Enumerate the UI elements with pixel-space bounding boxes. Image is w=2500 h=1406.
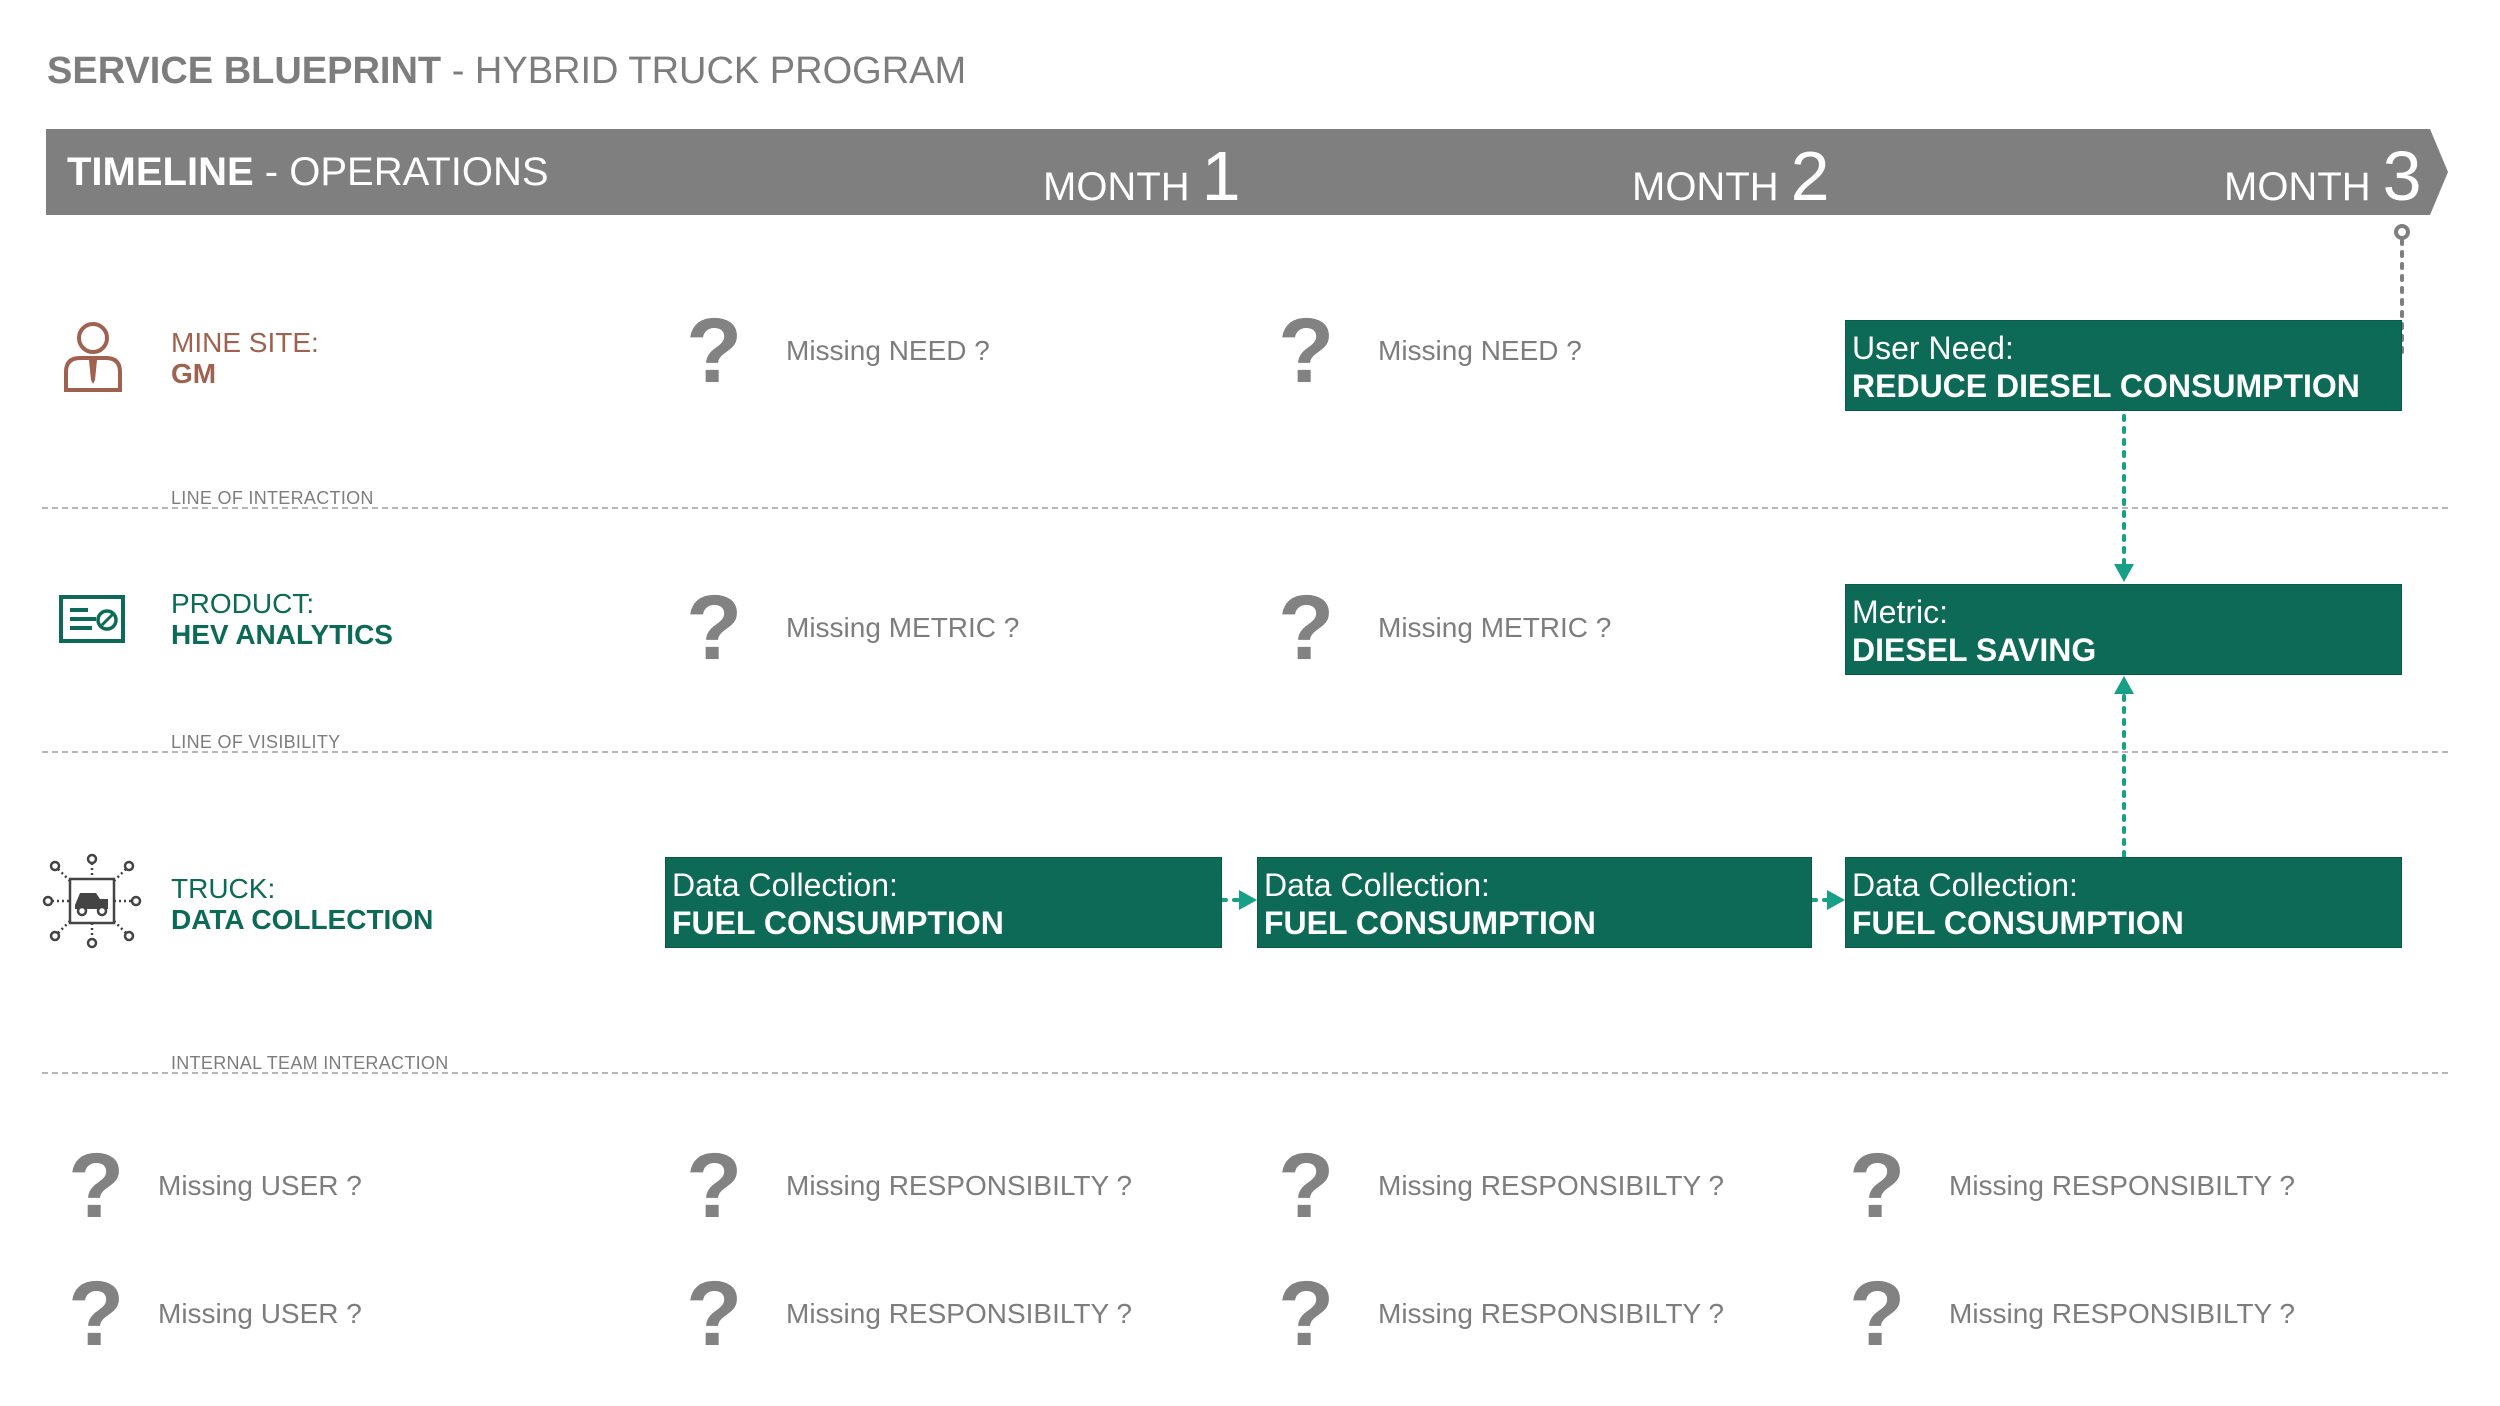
question-mark-icon: ? (1849, 1135, 1906, 1237)
month-3-label: MONTH 3 (2224, 137, 2422, 215)
person-icon (62, 320, 124, 392)
line-of-visibility-label: LINE OF VISIBILITY (171, 732, 341, 752)
month3-arrowhead (1827, 890, 1845, 910)
question-mark-icon: ? (686, 577, 743, 679)
user-need-card-label: User Need: (1852, 330, 2014, 366)
mine-site-actor (171, 328, 319, 390)
missing-user-1: Missing USER ? (158, 1170, 362, 1201)
missing-need-month-1: Missing NEED ? (786, 335, 990, 366)
missing-need-month-2: Missing NEED ? (1378, 335, 1582, 366)
missing-metric-month-2: Missing METRIC ? (1378, 612, 1612, 643)
product-name: HEV ANALYTICS (171, 618, 393, 650)
missing-metric-month-1: Missing METRIC ? (786, 612, 1020, 643)
data-collection-label: Data Collection: (672, 867, 898, 903)
product-label: PRODUCT: (171, 588, 315, 619)
question-mark-icon: ? (68, 1263, 125, 1365)
data-collection-card-month-3[interactable] (1845, 857, 2402, 948)
missing-responsibility-month-3-row-1: Missing RESPONSIBILTY ? (1949, 1170, 2295, 1201)
missing-responsibility-month-2-row-1: Missing RESPONSIBILTY ? (1378, 1170, 1724, 1201)
data-collection-label: Data Collection: (1852, 867, 2078, 903)
missing-responsibility-month-1-row-1: Missing RESPONSIBILTY ? (786, 1170, 1132, 1201)
metric-card[interactable] (1845, 584, 2402, 675)
analytics-card-icon (58, 594, 126, 644)
question-mark-icon: ? (686, 300, 743, 402)
data-collection-card-month-1[interactable] (665, 857, 1222, 948)
month2-arrowhead (1239, 890, 1257, 910)
missing-user-2: Missing USER ? (158, 1298, 362, 1329)
question-mark-icon: ? (686, 1135, 743, 1237)
metric-arrowhead-up (2114, 676, 2134, 694)
line-of-interaction-label: LINE OF INTERACTION (171, 488, 374, 508)
metric-card-label: Metric: (1852, 594, 1948, 630)
mine-site-role: GM (171, 357, 217, 389)
question-mark-icon: ? (1849, 1263, 1906, 1365)
question-mark-icon: ? (1278, 300, 1335, 402)
timeline-marker-dot (2396, 226, 2408, 238)
question-mark-icon: ? (1278, 1135, 1335, 1237)
user-need-card[interactable] (1845, 320, 2402, 411)
user-need-card-value: REDUCE DIESEL CONSUMPTION (1852, 367, 2360, 404)
question-mark-icon: ? (1278, 1263, 1335, 1365)
question-mark-icon: ? (686, 1263, 743, 1365)
data-collection-value: FUEL CONSUMPTION (672, 904, 1004, 941)
truck-role: DATA COLLECTION (171, 903, 434, 935)
truck-label: TRUCK: (171, 873, 276, 904)
product-actor (171, 589, 393, 651)
month-2-label: MONTH 2 (1632, 137, 1830, 215)
truck-actor (171, 874, 433, 936)
page-title: SERVICE BLUEPRINT - HYBRID TRUCK PROGRAM (47, 50, 967, 92)
month-1-label: MONTH 1 (1043, 137, 1241, 215)
metric-card-value: DIESEL SAVING (1852, 631, 2097, 668)
mine-site-label: MINE SITE: (171, 327, 319, 358)
data-collection-card-month-2[interactable] (1257, 857, 1812, 948)
metric-arrowhead-down (2114, 564, 2134, 582)
data-collection-value: FUEL CONSUMPTION (1852, 904, 2184, 941)
missing-responsibility-month-3-row-2: Missing RESPONSIBILTY ? (1949, 1298, 2295, 1329)
question-mark-icon: ? (68, 1135, 125, 1237)
truck-network-icon (42, 853, 142, 949)
timeline-label: TIMELINE - OPERATIONS (67, 150, 549, 194)
data-collection-value: FUEL CONSUMPTION (1264, 904, 1596, 941)
missing-responsibility-month-1-row-2: Missing RESPONSIBILTY ? (786, 1298, 1132, 1329)
data-collection-label: Data Collection: (1264, 867, 1490, 903)
line-of-visibility (42, 751, 2448, 753)
line-of-interaction (42, 507, 2448, 509)
question-mark-icon: ? (1278, 577, 1335, 679)
missing-responsibility-month-2-row-2: Missing RESPONSIBILTY ? (1378, 1298, 1724, 1329)
internal-team-interaction-label: INTERNAL TEAM INTERACTION (171, 1053, 449, 1073)
